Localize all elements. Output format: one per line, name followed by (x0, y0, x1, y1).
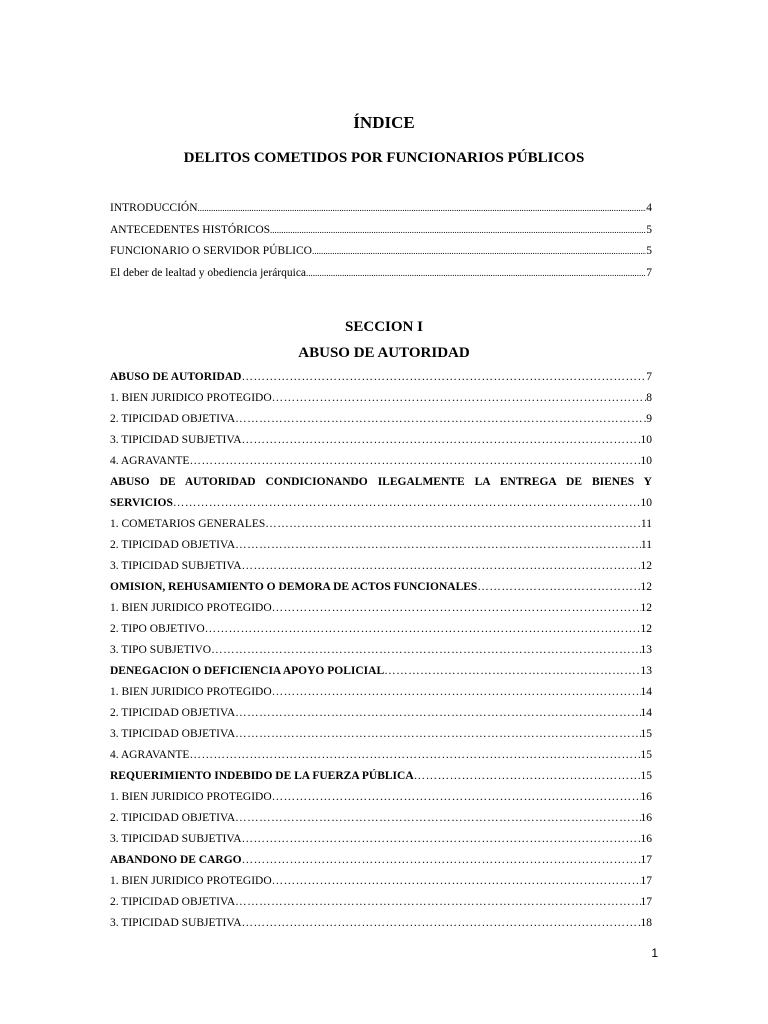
toc-entry[interactable] (110, 577, 652, 598)
toc-entry-label: SERVICIOS (110, 497, 173, 509)
toc-entry-page: 17 (640, 854, 652, 866)
toc-entry[interactable] (110, 220, 652, 242)
toc-entry-page: 12 (640, 602, 652, 614)
dot-leader (198, 198, 647, 220)
toc-entry-page: 18 (640, 917, 652, 929)
dot-leader (205, 619, 641, 640)
dot-leader (241, 367, 646, 388)
section-number: SECCION I (345, 319, 423, 335)
dot-leader (242, 829, 641, 850)
toc-entry-page: 8 (646, 392, 652, 404)
toc-entry-page: 7 (646, 266, 652, 279)
toc-entry-label: 1. BIEN JURIDICO PROTEGIDO (110, 602, 272, 614)
toc-entry[interactable] (110, 388, 652, 409)
toc-entry-page: 10 (640, 434, 652, 446)
toc-entry-label: ANTECEDENTES HISTÓRICOS (110, 223, 271, 236)
toc-entry-page: 4 (646, 202, 652, 214)
dot-leader (272, 388, 647, 409)
dot-leader (235, 892, 640, 913)
toc-entry-label: 2. TIPICIDAD OBJETIVA (110, 812, 236, 824)
toc-entry[interactable] (110, 198, 652, 220)
toc-entry-page: 17 (640, 896, 652, 908)
dot-leader (189, 451, 640, 472)
toc-entry[interactable] (110, 640, 652, 661)
dot-leader (272, 787, 641, 808)
dot-leader (242, 556, 641, 577)
toc-entry-page: 13 (640, 665, 652, 677)
dot-leader (272, 682, 641, 703)
toc-entry[interactable] (110, 808, 652, 829)
toc-entry[interactable] (110, 263, 652, 285)
toc-entry[interactable] (110, 451, 652, 472)
toc-entry-page: 15 (640, 749, 652, 761)
toc-entry[interactable] (110, 514, 652, 535)
section-name: ABUSO DE AUTORIDAD (298, 345, 470, 361)
toc-entry-page: 14 (640, 707, 652, 719)
dot-leader (270, 220, 646, 242)
toc-entry-page: 5 (646, 245, 652, 257)
page-number: 1 (651, 946, 658, 960)
dot-leader (242, 913, 641, 934)
toc-entry[interactable] (110, 787, 652, 808)
toc-entry-label: 1. BIEN JURIDICO PROTEGIDO (110, 875, 272, 887)
toc-entry-label: 3. TIPO SUBJETIVO (110, 644, 212, 656)
dot-leader (235, 703, 640, 724)
toc-entry[interactable] (110, 472, 652, 514)
dot-leader (235, 808, 640, 829)
toc-entry[interactable] (110, 850, 652, 871)
toc-entry[interactable] (110, 409, 652, 430)
toc-entry-label: 2. TIPICIDAD OBJETIVA (110, 539, 236, 551)
toc-entry-page: 10 (640, 497, 652, 509)
dot-leader (242, 850, 641, 871)
toc-entry-label: FUNCIONARIO O SERVIDOR PÚBLICO (110, 245, 312, 257)
toc-entry-page: 11 (640, 518, 652, 530)
toc-entry[interactable] (110, 619, 652, 640)
toc-heading-label: REQUERIMIENTO INDEBIDO DE LA FUERZA PÚBLICA (110, 770, 414, 782)
toc-entry-label: 2. TIPICIDAD OBJETIVA (110, 413, 236, 425)
toc-entry[interactable] (110, 745, 652, 766)
toc-entry[interactable] (110, 241, 652, 263)
dot-leader (173, 493, 641, 514)
toc-entry-label: 1. COMETARIOS GENERALES (110, 518, 266, 530)
toc-intro-list (110, 198, 652, 284)
dot-leader (235, 535, 641, 556)
toc-entry-page: 11 (640, 539, 652, 551)
toc-entry[interactable] (110, 871, 652, 892)
toc-entry-label: 2. TIPICIDAD OBJETIVA (110, 896, 236, 908)
toc-entry-label: 3. TIPICIDAD SUBJETIVA (110, 560, 242, 572)
toc-entry-label: 1. BIEN JURIDICO PROTEGIDO (110, 686, 272, 698)
toc-entry[interactable] (110, 703, 652, 724)
toc-entry-label: 3. TIPICIDAD SUBJETIVA (110, 833, 242, 845)
toc-heading-label: ABANDONO DE CARGO (110, 854, 242, 866)
toc-entry[interactable] (110, 724, 652, 745)
toc-entry[interactable] (110, 766, 652, 787)
toc-entry-page: 17 (640, 875, 652, 887)
toc-entry[interactable] (110, 682, 652, 703)
toc-entry[interactable] (110, 535, 652, 556)
dot-leader (312, 241, 646, 263)
toc-entry-page: 16 (640, 791, 652, 803)
toc-entry-label: 3. TIPICIDAD OBJETIVA (110, 728, 236, 740)
toc-entry-label: 3. TIPICIDAD SUBJETIVA (110, 434, 242, 446)
toc-entry[interactable] (110, 367, 652, 388)
toc-entry-label: 1. BIEN JURIDICO PROTEGIDO (110, 392, 272, 404)
toc-entry-label: El deber de lealtad y obediencia jerárquica (110, 266, 307, 279)
toc-section-list (110, 367, 652, 934)
dot-leader (306, 263, 646, 285)
toc-entry-page: 5 (646, 223, 652, 236)
dot-leader (211, 640, 640, 661)
toc-entry-page: 13 (640, 644, 652, 656)
toc-entry-label: 2. TIPICIDAD OBJETIVA (110, 707, 236, 719)
toc-entry-page: 7 (646, 371, 652, 383)
toc-entry-page: 12 (640, 560, 652, 572)
toc-entry-label: 3. TIPICIDAD SUBJETIVA (110, 917, 242, 929)
toc-entry-page: 9 (646, 413, 652, 425)
document-subtitle: DELITOS COMETIDOS POR FUNCIONARIOS PÚBLICOS (183, 150, 585, 166)
toc-entry-label: 2. TIPO OBJETIVO (110, 623, 205, 635)
toc-entry[interactable] (110, 430, 652, 451)
toc-entry[interactable] (110, 598, 652, 619)
toc-entry-line2 (110, 493, 652, 514)
dot-leader (414, 766, 641, 787)
toc-entry[interactable] (110, 913, 652, 934)
toc-entry-label: 1. BIEN JURIDICO PROTEGIDO (110, 791, 272, 803)
dot-leader (235, 409, 646, 430)
toc-entry-label: 4. AGRAVANTE (110, 455, 190, 467)
toc-entry-page: 14 (640, 686, 652, 698)
toc-entry-page: 15 (640, 770, 652, 782)
toc-entry-label: INTRODUCCIÓN (110, 202, 198, 214)
toc-entry-page: 10 (640, 455, 652, 467)
toc-entry-page: 12 (640, 623, 652, 635)
toc-entry-page: 16 (640, 833, 652, 845)
toc-heading-label: OMISION, REHUSAMIENTO O DEMORA DE ACTOS FUNCIONALES (110, 581, 478, 593)
dot-leader (189, 745, 640, 766)
toc-entry[interactable] (110, 829, 652, 850)
dot-leader (272, 871, 641, 892)
toc-heading-label: ABUSO DE AUTORIDAD (110, 371, 242, 383)
toc-heading-label: DENEGACION O DEFICIENCIA APOYO POLICIAL (110, 665, 385, 677)
toc-entry[interactable] (110, 661, 652, 682)
toc-entry-page: 16 (640, 812, 652, 824)
toc-entry-label-line1: ABUSO DE AUTORIDAD CONDICIONANDO ILEGALMENTE LA ENTREGA DE BIENES Y (110, 476, 652, 488)
toc-entry[interactable] (110, 892, 652, 913)
dot-leader (384, 661, 640, 682)
toc-entry[interactable] (110, 556, 652, 577)
dot-leader (235, 724, 640, 745)
dot-leader (477, 577, 640, 598)
dot-leader (272, 598, 641, 619)
dot-leader (242, 430, 641, 451)
toc-entry-page: 12 (640, 581, 652, 593)
dot-leader (265, 514, 641, 535)
page-title: ÍNDICE (353, 113, 415, 132)
toc-entry-label: 4. AGRAVANTE (110, 749, 190, 761)
toc-entry-page: 15 (640, 728, 652, 740)
